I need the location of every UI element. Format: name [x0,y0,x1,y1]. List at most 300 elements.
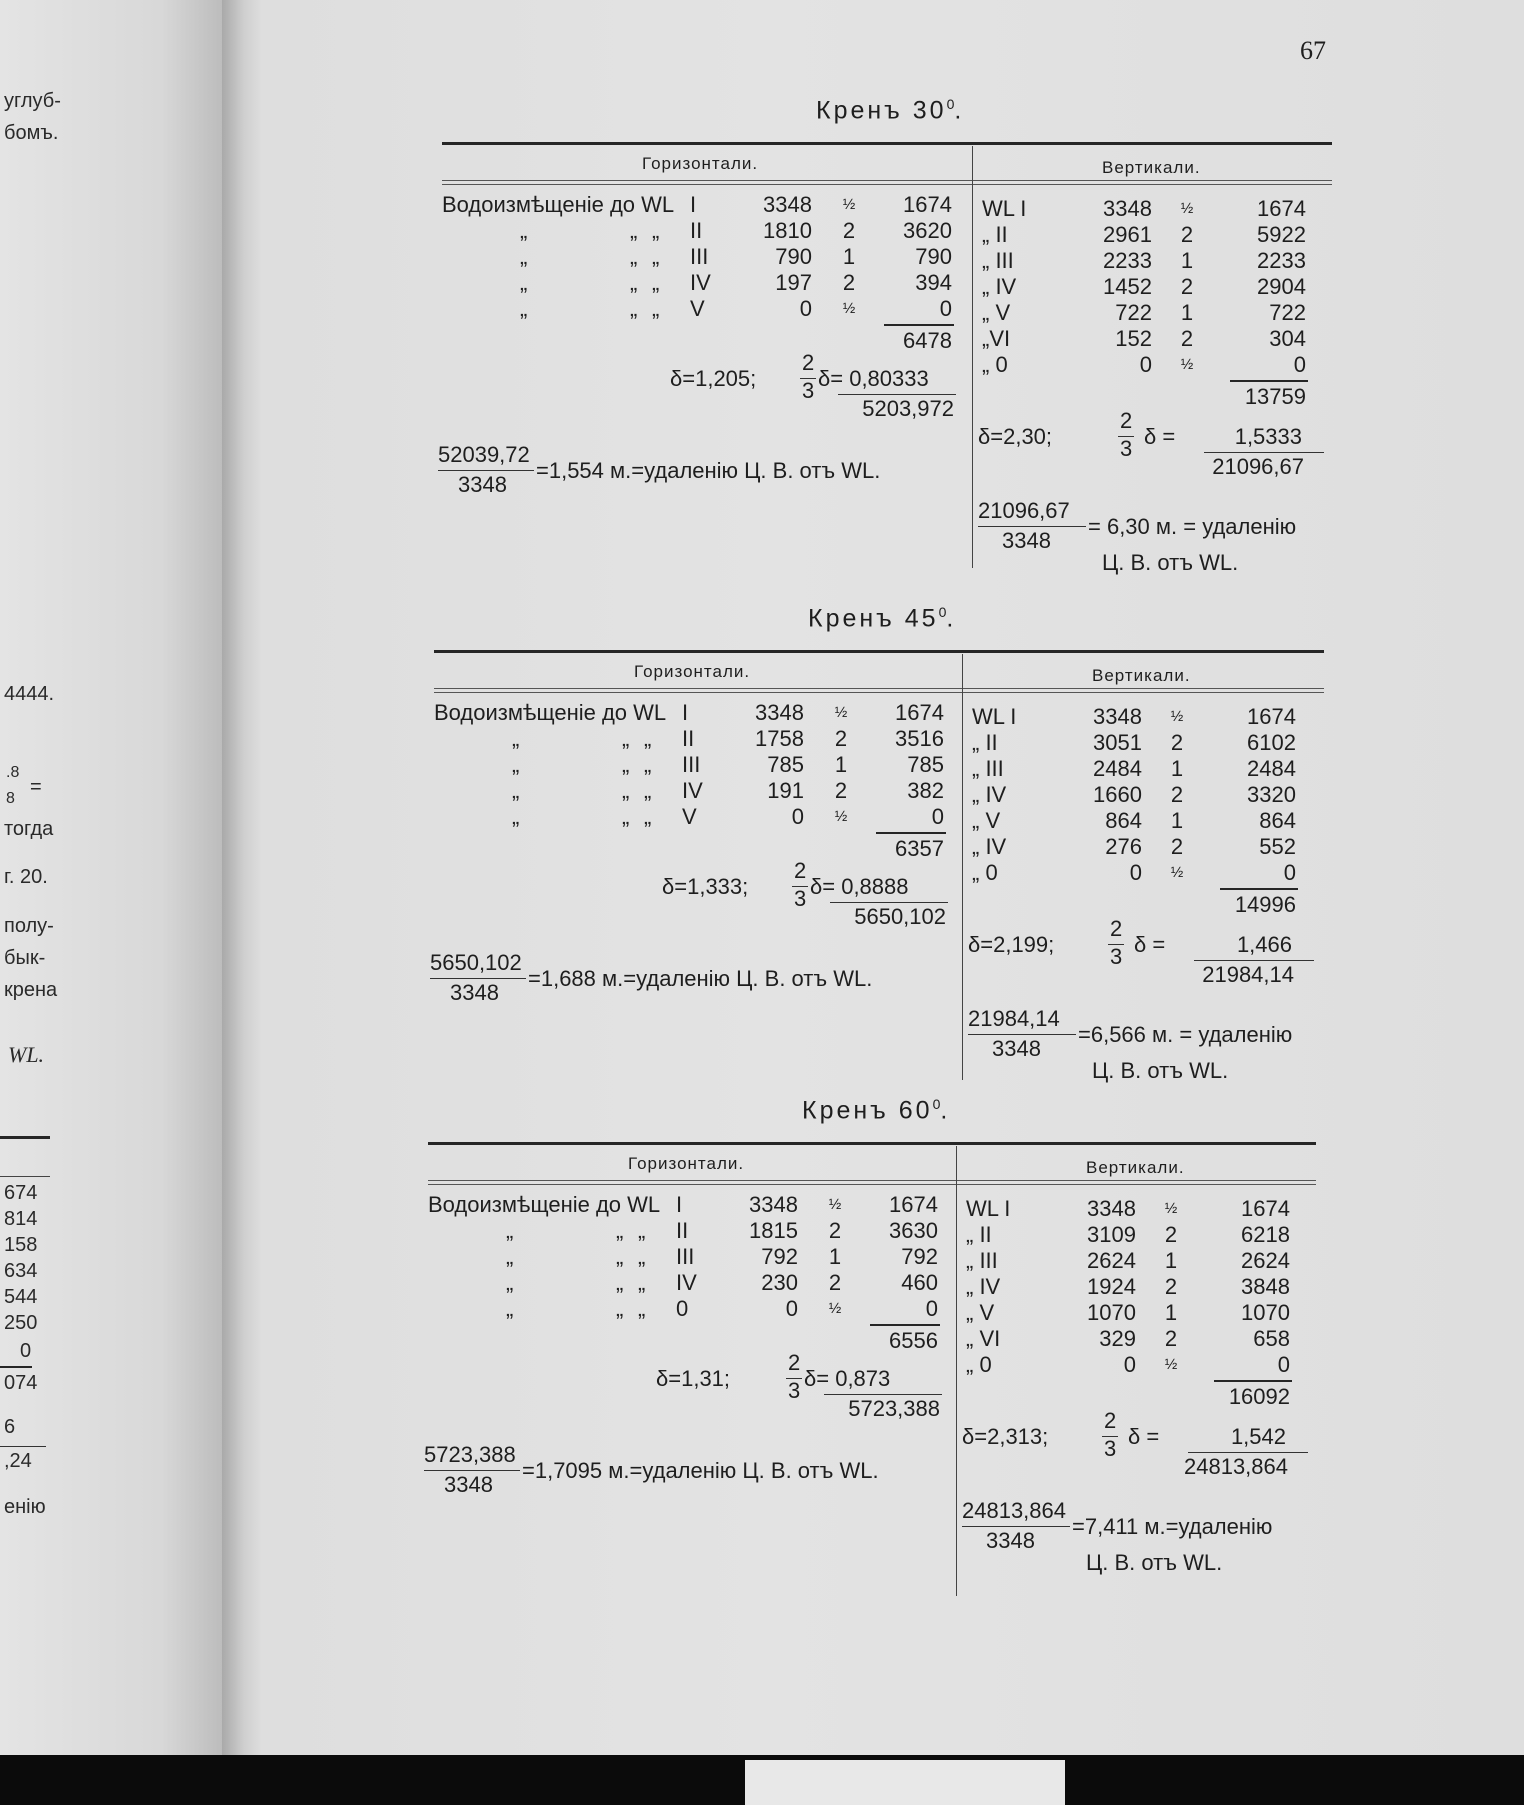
sum-rule [884,324,954,326]
area-value: 2961 [1103,222,1152,247]
area-value: 3051 [1093,730,1142,755]
delta-two-thirds: δ= 0,80333 [818,366,929,391]
ditto-mark: „ [652,218,660,243]
multiplier: ½ [842,196,856,213]
horiz-sum: 6556 [889,1328,938,1353]
product-value: 864 [1259,808,1296,833]
header-rule [434,688,1324,689]
product-value: 0 [931,804,944,829]
multiplier: ½ [1170,708,1184,725]
product-value: 552 [1259,834,1296,859]
level-label: III [690,244,709,269]
level-label: I [690,192,697,217]
section-title [808,604,956,633]
product-value: 0 [925,1296,938,1321]
area-value: 329 [1099,1326,1136,1351]
ditto-mark: „ [622,778,630,803]
column-divider [972,146,973,568]
multiplier: 1 [828,1244,842,1269]
fraction-bar [438,470,534,471]
area-value: 1810 [763,218,812,243]
product-rule [1204,452,1324,453]
section-title-text: Кренъ 45 [808,604,939,633]
ditto-mark: „ [616,1296,624,1321]
ditto-mark: „ [652,270,660,295]
section-title-text: Кренъ 60 [802,1096,933,1125]
left-fragment: 634 [4,1260,38,1282]
area-value: 864 [1105,808,1142,833]
header-rule [428,1184,1316,1185]
level-label: „ IV [972,782,1007,807]
area-value: 722 [1115,300,1152,325]
verticals-header: Вертикали. [1102,158,1201,177]
level-label: IV [690,270,711,295]
area-value: 3348 [755,700,804,725]
ditto-mark: „ [630,296,638,321]
delta-two-thirds: δ = [1134,932,1166,957]
multiplier: 1 [1164,1300,1178,1325]
fraction-bar [424,1470,520,1471]
area-value: 276 [1105,834,1142,859]
level-label: „ IV [966,1274,1001,1299]
area-value: 792 [761,1244,798,1269]
ditto-mark: „ [616,1244,624,1269]
level-label: IV [676,1270,697,1295]
fraction-two: 2 [1120,408,1133,433]
area-value: 230 [761,1270,798,1295]
left-rule [0,1176,50,1177]
product-value: 3320 [1247,782,1296,807]
area-value: 3348 [1093,704,1142,729]
ditto-mark: „ [622,752,630,777]
level-label: „ II [972,730,998,755]
multiplier: ½ [834,704,848,721]
center-of-buoyancy-result: = 6,30 м. = удаленію [1088,514,1297,539]
delta-two-thirds: δ= 0,873 [804,1366,891,1391]
delta-value: δ=1,205; [670,366,757,391]
displacement-label: Водоизмѣщеніе до WL [434,700,667,725]
product-value: 5922 [1257,222,1306,247]
area-value: 1924 [1087,1274,1136,1299]
product-value: 0 [1283,860,1296,885]
moment-numerator: 21984,14 [968,1006,1060,1031]
multiplier: 1 [842,244,856,269]
multiplier: ½ [828,1196,842,1213]
level-label: „ III [982,248,1014,273]
area-value: 1452 [1103,274,1152,299]
multiplier: 1 [1164,1248,1178,1273]
product-value: 658 [1253,1326,1290,1351]
book-fold [222,0,262,1755]
ditto-mark: „ [506,1270,514,1295]
level-label: „ 0 [972,860,998,885]
product-value: 1674 [889,1192,938,1217]
horizontals-header: Горизонтали. [628,1154,745,1173]
left-rule [0,1136,50,1139]
multiplier: 2 [1170,834,1184,859]
ditto-mark: „ [506,1218,514,1243]
ditto-mark: „ [644,778,652,803]
multiplier: ½ [1164,1356,1178,1373]
left-fragment: 158 [4,1234,38,1256]
delta-value: δ=1,31; [656,1366,731,1391]
level-label: I [676,1192,683,1217]
product-value: 1674 [895,700,944,725]
level-label: „ II [982,222,1008,247]
delta-two-thirds: δ = [1128,1424,1160,1449]
moment-numerator: 24813,864 [962,1498,1066,1523]
header-rule [434,692,1324,693]
displacement-label: Водоизмѣщеніе до WL [428,1192,661,1217]
left-fragment: = [30,776,42,798]
area-value: 785 [767,752,804,777]
product-value: 785 [907,752,944,777]
area-value: 3348 [763,192,812,217]
level-label: IV [682,778,703,803]
multiplier: ½ [1180,356,1194,373]
area-value: 3348 [1103,196,1152,221]
moment-numerator: 5723,388 [424,1442,516,1467]
multiplier: 2 [1164,1222,1178,1247]
multiplier: 2 [1180,274,1194,299]
center-of-buoyancy-result: =7,411 м.=удаленію [1072,1514,1273,1539]
center-of-buoyancy-result: =1,688 м.=удаленію Ц. В. отъ WL. [528,966,873,991]
section-title [816,96,964,125]
left-rule [0,1366,32,1368]
center-of-buoyancy-result: =6,566 м. = удаленію [1078,1022,1293,1047]
left-fragment: енію [4,1496,46,1518]
ditto-mark: „ [638,1218,646,1243]
area-value: 790 [775,244,812,269]
moment-denominator: 3348 [1002,528,1051,553]
delta-value: δ=1,333; [662,874,749,899]
left-fragment: .8 [6,764,20,781]
area-value: 191 [767,778,804,803]
moment-denominator: 3348 [992,1036,1041,1061]
product-value: 304 [1269,326,1306,351]
level-label: „ II [966,1222,992,1247]
multiplier: 2 [842,270,856,295]
fraction-three: 3 [802,378,815,403]
area-value: 0 [1139,352,1152,377]
ditto-mark: „ [506,1296,514,1321]
ditto-mark: „ [630,218,638,243]
ditto-mark: „ [616,1270,624,1295]
ditto-mark: „ [520,218,528,243]
horiz-product: 5650,102 [854,904,946,929]
product-value: 0 [1277,1352,1290,1377]
multiplier: 2 [1170,782,1184,807]
level-label: II [690,218,703,243]
product-value: 3516 [895,726,944,751]
delta-value: δ=2,199; [968,932,1055,957]
vert-product: 24813,864 [1184,1454,1288,1479]
multiplier: ½ [1170,864,1184,881]
scan-border-light [745,1760,1065,1805]
fraction-bar [968,1034,1076,1035]
product-rule [824,1394,942,1395]
area-value: 3348 [749,1192,798,1217]
ditto-mark: „ [622,804,630,829]
product-value: 1674 [1241,1196,1290,1221]
ditto-mark: „ [520,270,528,295]
left-rule [0,1446,46,1447]
ditto-mark: „ [520,244,528,269]
column-divider [962,654,963,1080]
vert-sum: 13759 [1244,384,1306,409]
fraction-two: 2 [794,858,807,883]
area-value: 3109 [1087,1222,1136,1247]
multiplier: ½ [1164,1200,1178,1217]
area-value: 1660 [1093,782,1142,807]
multiplier: 2 [1164,1274,1178,1299]
level-label: „VI [982,326,1011,351]
ditto-mark: „ [652,244,660,269]
product-value: 790 [915,244,952,269]
area-value: 2484 [1093,756,1142,781]
center-of-buoyancy-result-2: Ц. В. отъ WL. [1086,1550,1223,1575]
ditto-mark: „ [506,1244,514,1269]
multiplier: 2 [1180,222,1194,247]
area-value: 0 [791,804,804,829]
title-period: . [954,96,965,125]
product-value: 2624 [1241,1248,1290,1273]
multiplier: 2 [1164,1326,1178,1351]
area-value: 2624 [1087,1248,1136,1273]
product-value: 1070 [1241,1300,1290,1325]
center-of-buoyancy-result: =1,554 м.=удаленію Ц. В. отъ WL. [536,458,881,483]
horiz-product: 5203,972 [862,396,954,421]
center-of-buoyancy-result-2: Ц. В. отъ WL. [1102,550,1239,575]
multiplier: ½ [1180,200,1194,217]
section-title [802,1096,950,1125]
ditto-mark: „ [512,726,520,751]
title-period: . [946,604,957,633]
fraction-bar [962,1526,1070,1527]
left-fragment: 250 [4,1312,38,1334]
sum-rule [870,1324,940,1326]
verticals-header: Вертикали. [1086,1158,1185,1177]
left-fragment: WL. [8,1042,45,1067]
product-value: 722 [1269,300,1306,325]
delta-two-thirds: δ = [1144,424,1176,449]
level-label: V [682,804,697,829]
product-rule [1194,960,1314,961]
moment-numerator: 5650,102 [430,950,522,975]
table-top-rule [434,650,1324,653]
degree-sign: 0 [938,604,947,620]
column-divider [956,1146,957,1596]
left-fragment: 674 [4,1182,38,1204]
moment-denominator: 3348 [458,472,507,497]
product-value: 3630 [889,1218,938,1243]
horiz-sum: 6357 [895,836,944,861]
product-value: 1674 [903,192,952,217]
product-value: 460 [901,1270,938,1295]
page-number: 67 [1300,36,1326,65]
vert-multiplier: 1,542 [1230,1424,1286,1449]
product-value: 2484 [1247,756,1296,781]
fraction-three: 3 [1110,944,1123,969]
product-value: 1674 [1247,704,1296,729]
area-value: 0 [1129,860,1142,885]
multiplier: 1 [1180,248,1194,273]
level-label: „ IV [982,274,1017,299]
center-of-buoyancy-result: =1,7095 м.=удаленію Ц. В. отъ WL. [522,1458,879,1483]
area-value: 2233 [1103,248,1152,273]
product-value: 3848 [1241,1274,1290,1299]
delta-value: δ=2,30; [978,424,1053,449]
product-value: 6102 [1247,730,1296,755]
moment-denominator: 3348 [450,980,499,1005]
ditto-mark: „ [512,778,520,803]
header-rule [428,1180,1316,1181]
title-period: . [940,1096,951,1125]
left-fragment: тогда [4,818,54,840]
moment-numerator: 21096,67 [978,498,1070,523]
area-value: 0 [1123,1352,1136,1377]
level-label: WL I [972,704,1017,729]
product-value: 792 [901,1244,938,1269]
fraction-two: 2 [1110,916,1123,941]
level-label: II [682,726,695,751]
left-fragment: бомъ. [4,122,59,144]
ditto-mark: „ [616,1218,624,1243]
verticals-header: Вертикали. [1092,666,1191,685]
level-label: „ V [966,1300,995,1325]
multiplier: 1 [1180,300,1194,325]
fraction-bar [978,526,1086,527]
vert-product: 21096,67 [1212,454,1304,479]
multiplier: ½ [842,300,856,317]
left-fragment: 544 [4,1286,38,1308]
ditto-mark: „ [520,296,528,321]
product-value: 6218 [1241,1222,1290,1247]
level-label: I [682,700,689,725]
multiplier: 2 [842,218,856,243]
moment-numerator: 52039,72 [438,442,530,467]
section-title-text: Кренъ 30 [816,96,947,125]
vert-multiplier: 1,5333 [1234,424,1302,449]
fraction-three: 3 [1104,1436,1117,1461]
fraction-three: 3 [794,886,807,911]
fraction-two: 2 [802,350,815,375]
ditto-mark: „ [644,752,652,777]
area-value: 1758 [755,726,804,751]
left-fragment: 074 [4,1372,38,1394]
level-label: „ 0 [982,352,1008,377]
level-label: WL I [982,196,1027,221]
left-fragment: 8 [6,790,15,807]
area-value: 197 [775,270,812,295]
multiplier: 2 [834,778,848,803]
level-label: III [676,1244,695,1269]
ditto-mark: „ [622,726,630,751]
ditto-mark: „ [644,726,652,751]
fraction-three: 3 [788,1378,801,1403]
header-rule [442,180,1332,181]
horiz-product: 5723,388 [848,1396,940,1421]
degree-sign: 0 [932,1096,941,1112]
ditto-mark: „ [512,752,520,777]
product-value: 3620 [903,218,952,243]
fraction-bar [430,978,526,979]
level-label: „ VI [966,1326,1001,1351]
sum-rule [1214,1380,1292,1382]
product-rule [830,902,948,903]
left-fragment: углуб- [4,90,61,112]
ditto-mark: „ [644,804,652,829]
product-value: 394 [915,270,952,295]
left-fragment: ,24 [4,1450,32,1472]
left-fragment: 6 [4,1416,16,1438]
left-fragment: г. 20. [4,866,48,888]
multiplier: ½ [828,1300,842,1317]
product-rule [838,394,956,395]
sum-rule [1230,380,1308,382]
area-value: 0 [799,296,812,321]
level-label: V [690,296,705,321]
sum-rule [876,832,946,834]
fraction-two: 2 [1104,1408,1117,1433]
multiplier: 1 [1170,808,1184,833]
multiplier: ½ [834,808,848,825]
left-fragment: бык- [4,947,46,969]
multiplier: 2 [1170,730,1184,755]
product-value: 0 [1293,352,1306,377]
delta-value: δ=2,313; [962,1424,1049,1449]
ditto-mark: „ [512,804,520,829]
fraction-three: 3 [1120,436,1133,461]
level-label: III [682,752,701,777]
level-label: „ IV [972,834,1007,859]
table-top-rule [442,142,1332,145]
multiplier: 2 [1180,326,1194,351]
level-label: 0 [676,1296,689,1321]
level-label: „ 0 [966,1352,992,1377]
product-value: 0 [939,296,952,321]
degree-sign: 0 [946,96,955,112]
ditto-mark: „ [638,1244,646,1269]
area-value: 3348 [1087,1196,1136,1221]
level-label: „ V [982,300,1011,325]
multiplier: 1 [1170,756,1184,781]
left-fragment: 0 [20,1340,32,1362]
product-rule [1188,1452,1308,1453]
vert-product: 21984,14 [1202,962,1294,987]
horizontals-header: Горизонтали. [634,662,751,681]
fraction-two: 2 [788,1350,801,1375]
ditto-mark: „ [638,1296,646,1321]
level-label: „ V [972,808,1001,833]
area-value: 1070 [1087,1300,1136,1325]
moment-denominator: 3348 [444,1472,493,1497]
vert-sum: 14996 [1234,892,1296,917]
multiplier: 1 [834,752,848,777]
product-value: 2904 [1257,274,1306,299]
header-rule [442,184,1332,185]
left-fragment: 4444. [4,683,55,705]
area-value: 1815 [749,1218,798,1243]
center-of-buoyancy-result-2: Ц. В. отъ WL. [1092,1058,1229,1083]
vert-sum: 16092 [1228,1384,1290,1409]
multiplier: 2 [828,1218,842,1243]
level-label: „ III [966,1248,998,1273]
left-fragment: крена [4,979,58,1001]
product-value: 1674 [1257,196,1306,221]
area-value: 0 [785,1296,798,1321]
delta-two-thirds: δ= 0,8888 [810,874,909,899]
